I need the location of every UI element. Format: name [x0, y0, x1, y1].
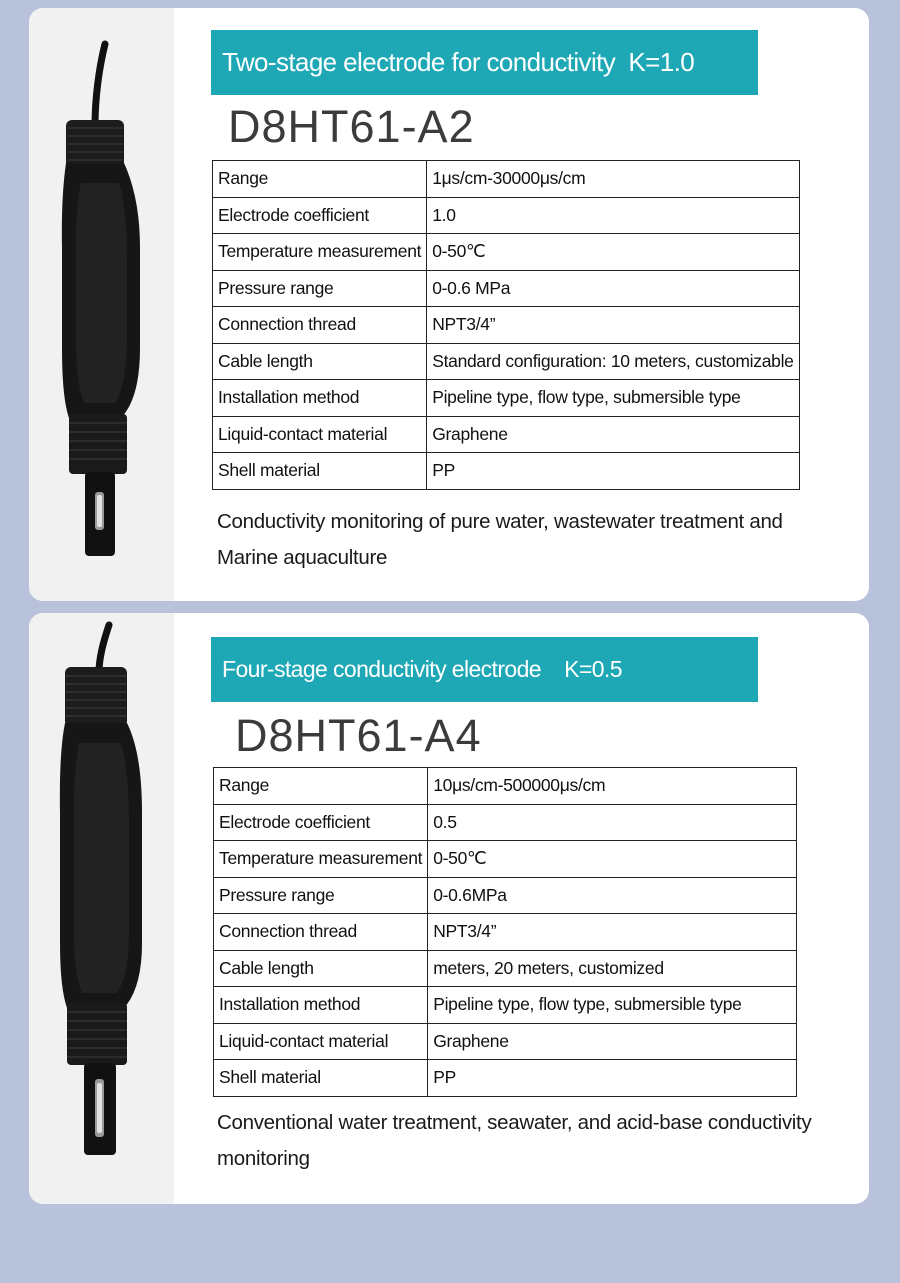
spec-value: meters, 20 meters, customized: [428, 950, 797, 987]
table-row: [213, 197, 800, 234]
table-row: [214, 950, 797, 987]
conductivity-electrode-image: [29, 613, 174, 1204]
model-number: D8HT61-A2: [228, 101, 475, 152]
description-line: Conductivity monitoring of pure water, wastewater treatment and: [217, 510, 783, 533]
spec-value: Graphene: [427, 416, 799, 453]
spec-value: 10μs/cm-500000μs/cm: [428, 768, 797, 805]
spec-label: Installation method: [213, 380, 427, 417]
table-row: [214, 877, 797, 914]
spec-label: Pressure range: [213, 270, 427, 307]
table-row: [213, 416, 800, 453]
spec-value: Standard configuration: 10 meters, customizable: [427, 343, 799, 380]
conductivity-electrode-image: [29, 8, 174, 601]
table-row: [213, 343, 800, 380]
table-row: [214, 1060, 797, 1097]
table-row: [213, 307, 800, 344]
spec-value: 1.0: [427, 197, 799, 234]
spec-value: 1μs/cm-30000μs/cm: [427, 161, 799, 198]
spec-value: 0-0.6MPa: [428, 877, 797, 914]
spec-label: Liquid-contact material: [214, 1023, 428, 1060]
description-line: Marine aquaculture: [217, 546, 388, 569]
spec-value: PP: [427, 453, 799, 490]
table-row: [214, 914, 797, 951]
spec-label: Connection thread: [214, 914, 428, 951]
spec-label: Electrode coefficient: [213, 197, 427, 234]
table-row: [214, 987, 797, 1024]
spec-label: Shell material: [213, 453, 427, 490]
spec-label: Pressure range: [214, 877, 428, 914]
product-card-a4: [29, 613, 869, 1204]
table-row: [214, 841, 797, 878]
description-line: monitoring: [217, 1147, 310, 1170]
spec-label: Electrode coefficient: [214, 804, 428, 841]
spec-label: Connection thread: [213, 307, 427, 344]
spec-value: NPT3/4”: [428, 914, 797, 951]
spec-table: [212, 160, 800, 490]
table-row: [214, 804, 797, 841]
spec-value: NPT3/4”: [427, 307, 799, 344]
application-description: [217, 1105, 811, 1177]
spec-label: Range: [213, 161, 427, 198]
model-number: D8HT61-A4: [235, 710, 482, 761]
spec-value: Pipeline type, flow type, submersible type: [428, 987, 797, 1024]
spec-label: Liquid-contact material: [213, 416, 427, 453]
table-row: [213, 453, 800, 490]
table-row: [213, 270, 800, 307]
spec-label: Cable length: [214, 950, 428, 987]
table-row: [213, 161, 800, 198]
spec-value: 0-50℃: [428, 841, 797, 878]
table-row: [214, 768, 797, 805]
spec-label: Temperature measurement: [213, 234, 427, 271]
spec-value: 0.5: [428, 804, 797, 841]
description-line: Conventional water treatment, seawater, and acid-base conductivity: [217, 1111, 812, 1134]
spec-value: 0-0.6 MPa: [427, 270, 799, 307]
spec-value: 0-50℃: [427, 234, 799, 271]
product-banner: Two-stage electrode for conductivity K=1.0: [211, 30, 758, 95]
table-row: [213, 234, 800, 271]
table-row: [214, 1023, 797, 1060]
application-description: [217, 504, 783, 576]
spec-label: Cable length: [213, 343, 427, 380]
spec-table: [213, 767, 797, 1097]
spec-value: PP: [428, 1060, 797, 1097]
spec-label: Shell material: [214, 1060, 428, 1097]
spec-value: Pipeline type, flow type, submersible type: [427, 380, 799, 417]
product-image-panel: [29, 8, 174, 601]
spec-label: Temperature measurement: [214, 841, 428, 878]
spec-value: Graphene: [428, 1023, 797, 1060]
table-row: [213, 380, 800, 417]
product-image-panel: [29, 613, 174, 1204]
product-banner: Four-stage conductivity electrode K=0.5: [211, 637, 758, 702]
spec-label: Installation method: [214, 987, 428, 1024]
spec-label: Range: [214, 768, 428, 805]
product-card-a2: [29, 8, 869, 601]
